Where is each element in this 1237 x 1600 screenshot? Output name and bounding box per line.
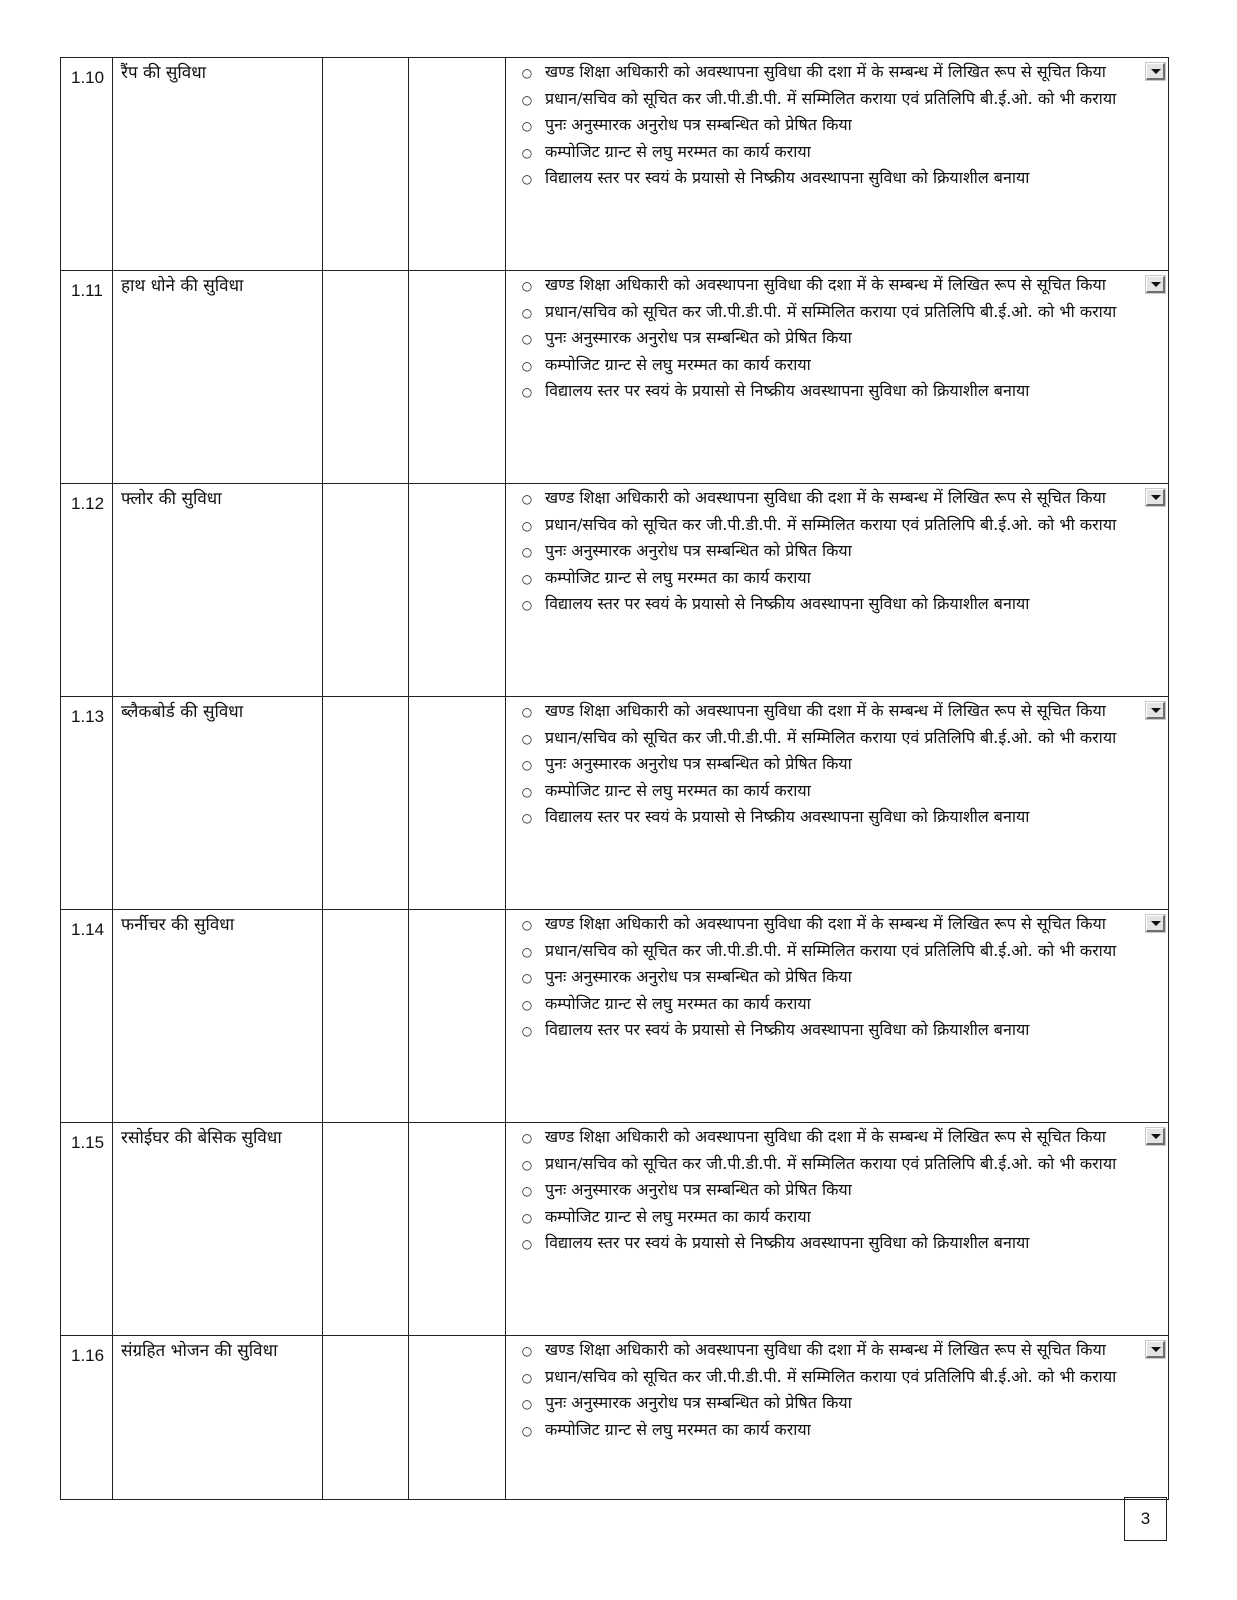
action-option-label: विद्यालय स्तर पर स्वयं के प्रयासो से निष्क्रीय अवस्थापना सुविधा को क्रियाशील बनाया — [545, 594, 1030, 613]
facility-name: फ्लोर की सुविधा — [113, 484, 323, 697]
item-number: 1.16 — [61, 1336, 113, 1500]
action-option[interactable] — [518, 591, 1158, 618]
action-option[interactable] — [518, 59, 1158, 86]
blank-cell[interactable] — [323, 58, 409, 271]
dropdown-arrow-icon — [1151, 708, 1161, 713]
action-option[interactable] — [518, 938, 1158, 965]
radio-circle-icon[interactable]: ○ — [521, 1237, 533, 1251]
action-option[interactable] — [518, 139, 1158, 166]
actions-cell — [506, 1336, 1169, 1500]
action-option[interactable] — [518, 1151, 1158, 1178]
action-option[interactable] — [518, 538, 1158, 565]
table-row — [61, 484, 1169, 697]
action-option-label: खण्ड शिक्षा अधिकारी को अवस्थापना सुविधा की दशा में के सम्बन्ध में लिखित रूप से सूचित किया — [545, 275, 1106, 294]
radio-circle-icon[interactable]: ○ — [521, 1024, 533, 1038]
action-option[interactable] — [518, 911, 1158, 938]
radio-circle-icon[interactable]: ○ — [521, 598, 533, 612]
radio-circle-icon[interactable]: ○ — [521, 145, 533, 160]
dropdown-arrow-icon — [1151, 1347, 1161, 1352]
table-row — [61, 910, 1169, 1123]
radio-circle-icon[interactable]: ○ — [521, 358, 533, 373]
action-option-label: विद्यालय स्तर पर स्वयं के प्रयासो से निष्क्रीय अवस्थापना सुविधा को क्रियाशील बनाया — [545, 1233, 1030, 1252]
item-number: 1.12 — [61, 484, 113, 697]
radio-circle-icon[interactable]: ○ — [521, 784, 533, 799]
action-option-label: विद्यालय स्तर पर स्वयं के प्रयासो से निष्क्रीय अवस्थापना सुविधा को क्रियाशील बनाया — [545, 807, 1030, 826]
action-option[interactable] — [518, 378, 1158, 405]
action-option-label: पुनः अनुस्मारक अनुरोध पत्र सम्बन्धित को प्रेषित किया — [545, 754, 852, 773]
table-row — [61, 58, 1169, 271]
radio-circle-icon[interactable]: ○ — [521, 1423, 533, 1438]
table-row — [61, 271, 1169, 484]
facility-name: ब्लैकबोर्ड की सुविधा — [113, 697, 323, 910]
action-option-label: कम्पोजिट ग्रान्ट से लघु मरम्मत का कार्य कराया — [545, 141, 811, 161]
action-option[interactable] — [518, 991, 1158, 1018]
action-option[interactable] — [518, 1177, 1158, 1204]
radio-circle-icon[interactable]: ○ — [521, 1210, 533, 1225]
action-option[interactable] — [518, 1204, 1158, 1231]
action-option[interactable] — [518, 725, 1158, 752]
actions-cell — [506, 910, 1169, 1123]
action-option[interactable] — [518, 565, 1158, 592]
infrastructure-action-table — [60, 57, 1169, 1500]
action-option[interactable] — [518, 299, 1158, 326]
dropdown-arrow-icon — [1151, 282, 1161, 287]
radio-circle-icon[interactable]: ○ — [521, 997, 533, 1012]
action-option-label: कम्पोजिट ग्रान्ट से लघु मरम्मत का कार्य कराया — [545, 993, 811, 1013]
action-options-list — [506, 271, 1168, 405]
action-option[interactable] — [518, 1390, 1158, 1417]
action-option-label: कम्पोजिट ग्रान्ट से लघु मरम्मत का कार्य कराया — [545, 1419, 811, 1439]
radio-circle-icon[interactable]: ○ — [521, 918, 533, 932]
item-number: 1.13 — [61, 697, 113, 910]
action-option-label: पुनः अनुस्मारक अनुरोध पत्र सम्बन्धित को प्रेषित किया — [545, 967, 852, 986]
action-option[interactable] — [518, 352, 1158, 379]
action-option-label: प्रधान/सचिव को सूचित कर जी.पी.डी.पी. में सम्मिलित कराया एवं प्रतिलिपि बी.ई.ओ. को भी कराया — [545, 514, 1117, 534]
dropdown-button[interactable] — [1146, 1128, 1165, 1145]
action-option-label: खण्ड शिक्षा अधिकारी को अवस्थापना सुविधा की दशा में के सम्बन्ध में लिखित रूप से सूचित किया — [545, 701, 1106, 720]
radio-circle-icon[interactable]: ○ — [521, 518, 533, 533]
radio-circle-icon[interactable]: ○ — [521, 332, 533, 346]
item-number: 1.11 — [61, 271, 113, 484]
blank-cell[interactable] — [323, 910, 409, 1123]
action-option[interactable] — [518, 1417, 1158, 1444]
action-option-label: कम्पोजिट ग्रान्ट से लघु मरम्मत का कार्य कराया — [545, 1206, 811, 1226]
action-option-label: खण्ड शिक्षा अधिकारी को अवस्थापना सुविधा की दशा में के सम्बन्ध में लिखित रूप से सूचित किया — [545, 488, 1106, 507]
action-option-label: प्रधान/सचिव को सूचित कर जी.पी.डी.पी. में सम्मिलित कराया एवं प्रतिलिपि बी.ई.ओ. को भी कराया — [545, 1153, 1117, 1173]
facility-name: फर्नीचर की सुविधा — [113, 910, 323, 1123]
radio-circle-icon[interactable]: ○ — [521, 66, 533, 80]
action-options-list — [506, 58, 1168, 192]
action-option-label: कम्पोजिट ग्रान्ट से लघु मरम्मत का कार्य कराया — [545, 354, 811, 374]
actions-cell — [506, 484, 1169, 697]
dropdown-arrow-icon — [1151, 69, 1161, 74]
blank-cell[interactable] — [409, 910, 506, 1123]
action-option[interactable] — [518, 1337, 1158, 1364]
actions-cell — [506, 271, 1169, 484]
action-option-label: प्रधान/सचिव को सूचित कर जी.पी.डी.पी. में सम्मिलित कराया एवं प्रतिलिपि बी.ई.ओ. को भी कराया — [545, 301, 1117, 321]
action-option-label: प्रधान/सचिव को सूचित कर जी.पी.डी.पी. में सम्मिलित कराया एवं प्रतिलिपि बी.ई.ओ. को भी कराया — [545, 727, 1117, 747]
action-option-label: प्रधान/सचिव को सूचित कर जी.पी.डी.पी. में सम्मिलित कराया एवं प्रतिलिपि बी.ई.ओ. को भी कराया — [545, 940, 1117, 960]
action-option-label: खण्ड शिक्षा अधिकारी को अवस्थापना सुविधा की दशा में के सम्बन्ध में लिखित रूप से सूचित किया — [545, 1127, 1106, 1146]
table-body — [61, 58, 1169, 1500]
action-option[interactable] — [518, 751, 1158, 778]
dropdown-arrow-icon — [1151, 921, 1161, 926]
table-row — [61, 697, 1169, 910]
action-options-list — [506, 910, 1168, 1044]
action-options-list — [506, 697, 1168, 831]
radio-circle-icon[interactable]: ○ — [521, 758, 533, 772]
action-option-label: पुनः अनुस्मारक अनुरोध पत्र सम्बन्धित को प्रेषित किया — [545, 1180, 852, 1199]
blank-cell[interactable] — [409, 697, 506, 910]
page-number: 3 — [1124, 1497, 1167, 1541]
dropdown-button[interactable] — [1146, 1341, 1165, 1358]
action-option[interactable] — [518, 1230, 1158, 1257]
radio-circle-icon[interactable]: ○ — [521, 1157, 533, 1172]
radio-circle-icon[interactable]: ○ — [521, 1344, 533, 1358]
radio-circle-icon[interactable]: ○ — [521, 492, 533, 506]
action-option[interactable] — [518, 1124, 1158, 1151]
action-option[interactable] — [518, 86, 1158, 113]
blank-cell[interactable] — [323, 697, 409, 910]
action-option[interactable] — [518, 1017, 1158, 1044]
radio-circle-icon[interactable]: ○ — [521, 1131, 533, 1145]
radio-circle-icon[interactable]: ○ — [521, 971, 533, 985]
blank-cell[interactable] — [409, 271, 506, 484]
action-option-label: विद्यालय स्तर पर स्वयं के प्रयासो से निष्क्रीय अवस्थापना सुविधा को क्रियाशील बनाया — [545, 1020, 1030, 1039]
actions-cell — [506, 58, 1169, 271]
table-row — [61, 1336, 1169, 1500]
radio-circle-icon[interactable]: ○ — [521, 92, 533, 107]
action-option-label: पुनः अनुस्मारक अनुरोध पत्र सम्बन्धित को प्रेषित किया — [545, 1393, 852, 1412]
action-option-label: प्रधान/सचिव को सूचित कर जी.पी.डी.पी. में सम्मिलित कराया एवं प्रतिलिपि बी.ई.ओ. को भी कराया — [545, 88, 1117, 108]
blank-cell[interactable] — [323, 1336, 409, 1500]
action-option[interactable] — [518, 512, 1158, 539]
action-option-label: कम्पोजिट ग्रान्ट से लघु मरम्मत का कार्य कराया — [545, 780, 811, 800]
action-option[interactable] — [518, 1364, 1158, 1391]
radio-circle-icon[interactable]: ○ — [521, 305, 533, 320]
table-row — [61, 1123, 1169, 1336]
radio-circle-icon[interactable]: ○ — [521, 705, 533, 719]
radio-circle-icon[interactable]: ○ — [521, 385, 533, 399]
action-option[interactable] — [518, 272, 1158, 299]
blank-cell[interactable] — [409, 1123, 506, 1336]
action-option[interactable] — [518, 165, 1158, 192]
radio-circle-icon[interactable]: ○ — [521, 172, 533, 186]
facility-name: संग्रहित भोजन की सुविधा — [113, 1336, 323, 1500]
action-option-label: विद्यालय स्तर पर स्वयं के प्रयासो से निष्क्रीय अवस्थापना सुविधा को क्रियाशील बनाया — [545, 381, 1030, 400]
facility-name: रसोईघर की बेसिक सुविधा — [113, 1123, 323, 1336]
facility-name: रैंप की सुविधा — [113, 58, 323, 271]
blank-cell[interactable] — [323, 484, 409, 697]
action-option[interactable] — [518, 325, 1158, 352]
item-number: 1.15 — [61, 1123, 113, 1336]
item-number: 1.10 — [61, 58, 113, 271]
action-option[interactable] — [518, 778, 1158, 805]
blank-cell[interactable] — [409, 58, 506, 271]
action-option-label: पुनः अनुस्मारक अनुरोध पत्र सम्बन्धित को प्रेषित किया — [545, 541, 852, 560]
dropdown-button[interactable] — [1146, 63, 1165, 80]
dropdown-button[interactable] — [1146, 915, 1165, 932]
action-options-list — [506, 1123, 1168, 1257]
action-option-label: पुनः अनुस्मारक अनुरोध पत्र सम्बन्धित को प्रेषित किया — [545, 328, 852, 347]
action-option-label: विद्यालय स्तर पर स्वयं के प्रयासो से निष्क्रीय अवस्थापना सुविधा को क्रियाशील बनाया — [545, 168, 1030, 187]
dropdown-button[interactable] — [1146, 702, 1165, 719]
blank-cell[interactable] — [409, 1336, 506, 1500]
action-options-list — [506, 1336, 1168, 1443]
facility-name: हाथ धोने की सुविधा — [113, 271, 323, 484]
radio-circle-icon[interactable]: ○ — [521, 1397, 533, 1411]
radio-circle-icon[interactable]: ○ — [521, 1370, 533, 1385]
radio-circle-icon[interactable]: ○ — [521, 1184, 533, 1198]
dropdown-arrow-icon — [1151, 1134, 1161, 1139]
actions-cell — [506, 697, 1169, 910]
dropdown-arrow-icon — [1151, 495, 1161, 500]
dropdown-button[interactable] — [1146, 276, 1165, 293]
action-option[interactable] — [518, 112, 1158, 139]
actions-cell — [506, 1123, 1169, 1336]
item-number: 1.14 — [61, 910, 113, 1123]
action-option-label: खण्ड शिक्षा अधिकारी को अवस्थापना सुविधा की दशा में के सम्बन्ध में लिखित रूप से सूचित किया — [545, 1340, 1106, 1359]
action-option[interactable] — [518, 804, 1158, 831]
action-option-label: खण्ड शिक्षा अधिकारी को अवस्थापना सुविधा की दशा में के सम्बन्ध में लिखित रूप से सूचित किया — [545, 914, 1106, 933]
radio-circle-icon[interactable]: ○ — [521, 944, 533, 959]
action-option-label: पुनः अनुस्मारक अनुरोध पत्र सम्बन्धित को प्रेषित किया — [545, 115, 852, 134]
dropdown-button[interactable] — [1146, 489, 1165, 506]
radio-circle-icon[interactable]: ○ — [521, 279, 533, 293]
radio-circle-icon[interactable]: ○ — [521, 811, 533, 825]
radio-circle-icon[interactable]: ○ — [521, 119, 533, 133]
action-option-label: प्रधान/सचिव को सूचित कर जी.पी.डी.पी. में सम्मिलित कराया एवं प्रतिलिपि बी.ई.ओ. को भी कराया — [545, 1366, 1117, 1386]
radio-circle-icon[interactable]: ○ — [521, 731, 533, 746]
action-option[interactable] — [518, 964, 1158, 991]
action-option-label: खण्ड शिक्षा अधिकारी को अवस्थापना सुविधा की दशा में के सम्बन्ध में लिखित रूप से सूचित किया — [545, 62, 1106, 81]
radio-circle-icon[interactable]: ○ — [521, 571, 533, 586]
action-option-label: कम्पोजिट ग्रान्ट से लघु मरम्मत का कार्य कराया — [545, 567, 811, 587]
blank-cell[interactable] — [323, 271, 409, 484]
action-options-list — [506, 484, 1168, 618]
radio-circle-icon[interactable]: ○ — [521, 545, 533, 559]
blank-cell[interactable] — [323, 1123, 409, 1336]
action-option[interactable] — [518, 485, 1158, 512]
blank-cell[interactable] — [409, 484, 506, 697]
action-option[interactable] — [518, 698, 1158, 725]
